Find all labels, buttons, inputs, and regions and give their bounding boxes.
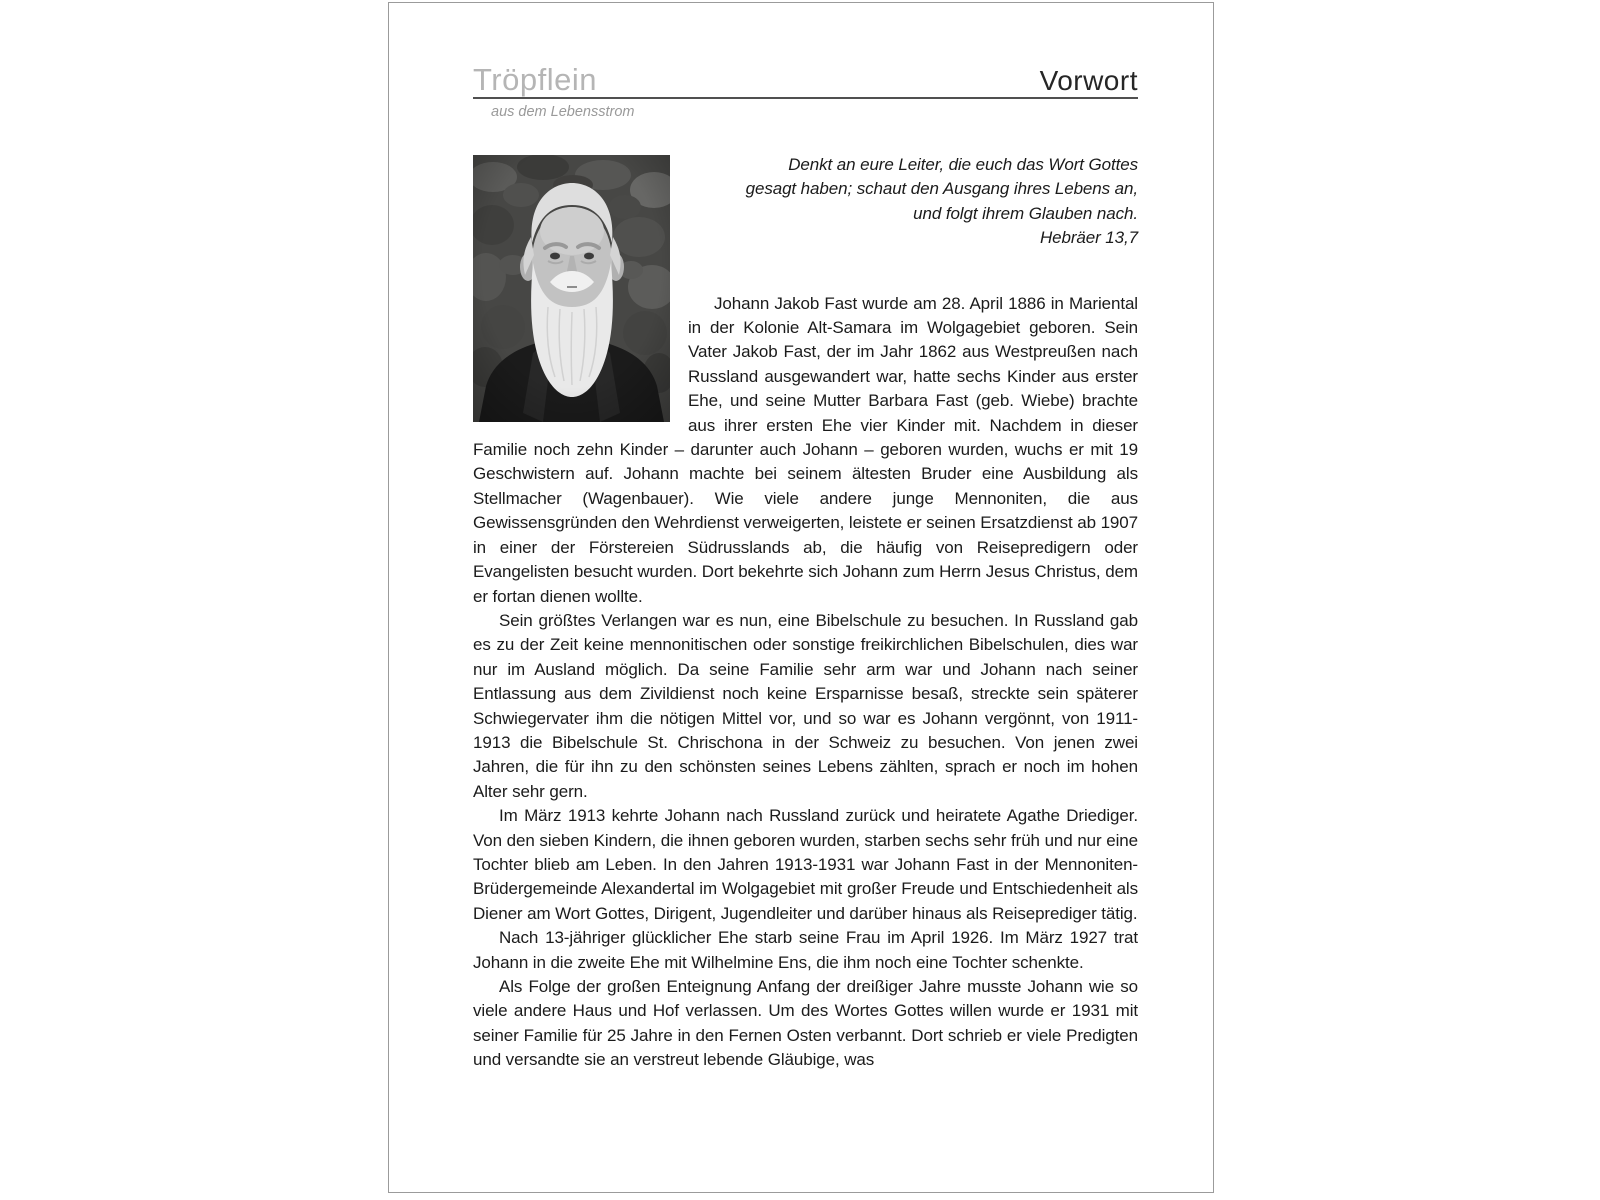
portrait-photo-illustration: [473, 155, 670, 422]
portrait-photo: [473, 155, 670, 422]
body-paragraph: Als Folge der großen Enteignung Anfang der dreißiger Jahre musste Johann wie so viele andere Haus und Hof verlassen. Um des Wortes Gottes willen wurde er 1931 mit seiner Familie für 25 Jahre in den Fernen Osten verbannt. Dort schrieb er viele Predigten und versandte sie an verstreut lebende Gläubige, was: [473, 977, 1138, 1070]
document-page: [388, 2, 1214, 1193]
body-paragraph: Im März 1913 kehrte Johann nach Russland zurück und heiratete Agathe Driediger. Von den sieben Kindern, die ihnen geboren wurden, starben sechs sehr früh und nur eine Tochter blieb am Leben. In den Jahren 1913-1931 war Johann Fast in der Mennoniten-Brüdergemeinde Alexandertal im Wolgagebiet mit großer Freude und Entschiedenheit als Diener am Wort Gottes, Dirigent, Jugendleiter und darüber hinaus als Reiseprediger tätig.: [473, 806, 1138, 923]
chapter-title: Vorwort: [1039, 65, 1138, 96]
body-paragraph: Sein größtes Verlangen war es nun, eine Bibelschule zu besuchen. In Russland gab es zu der Zeit keine mennonitischen oder sonstige freikirchlichen Bibelschulen, dies war nur im Ausland möglich. Da seine Familie sehr arm war und Johann nach seiner Entlassung aus dem Zivildienst noch keine Ersparnisse besaß, streckte sein späterer Schwiegervater ihm die nötigen Mittel vor, und so war es Johann vergönnt, von 1911-1913 die Bibelschule St. Chrischona in der Schweiz zu besuchen. Von jenen zwei Jahren, die für ihn zu den schönsten seines Lebens zählten, sprach er noch im hohen Alter sehr gern.: [473, 610, 1138, 801]
book-title: Tröpflein: [473, 62, 597, 97]
page-content: [473, 153, 1138, 1073]
epigraph-source: Hebräer 13,7: [1039, 228, 1138, 248]
body-paragraph: Johann Jakob Fast wurde am 28. April 1886 in Mariental in der Kolonie Alt-Samara im Wolgagebiet geboren. Sein Vater Jakob Fast, der im Jahr 1862 aus Westpreußen nach Russland ausgewandert war, hatte sechs Kinder aus erster Ehe, und seine Mutter Barbara Fast (geb. Wiebe) brachte aus ihrer ersten Ehe vier Kinder mit. Nachdem in dieser Familie noch zehn Kinder – darunter auch Johann – geboren wurden, wuchs er mit 19 Geschwistern auf. Johann machte bei seinem ältesten Bruder eine Ausbildung als Stellmacher (Wagenbauer). Wie viele andere junge Mennoniten, die aus Gewissensgründen den Wehrdienst verweigerten, leistete er seinen Ersatzdienst ab 1907 in einer der Förstereien Südrusslands ab, die häufig von Reisepredigern oder Evangelisten besucht wurden. Dort bekehrte sich Johann zum Herrn Jesus Christus, dem er fortan dienen wollte.: [473, 293, 1138, 606]
epigraph-line: und folgt ihrem Glauben nach.: [913, 203, 1138, 223]
book-subtitle: aus dem Lebensstrom: [491, 104, 635, 120]
epigraph-line: Denkt an eure Leiter, die euch das Wort Gottes: [788, 155, 1138, 174]
epigraph-line: gesagt haben; schaut den Ausgang ihres Lebens an,: [745, 179, 1138, 199]
page-header: [473, 63, 1138, 99]
body-paragraph: Nach 13-jähriger glücklicher Ehe starb seine Frau im April 1926. Im März 1927 trat Johann in die zweite Ehe mit Wilhelmine Ens, die ihm noch eine Tochter schenkte.: [473, 928, 1138, 972]
